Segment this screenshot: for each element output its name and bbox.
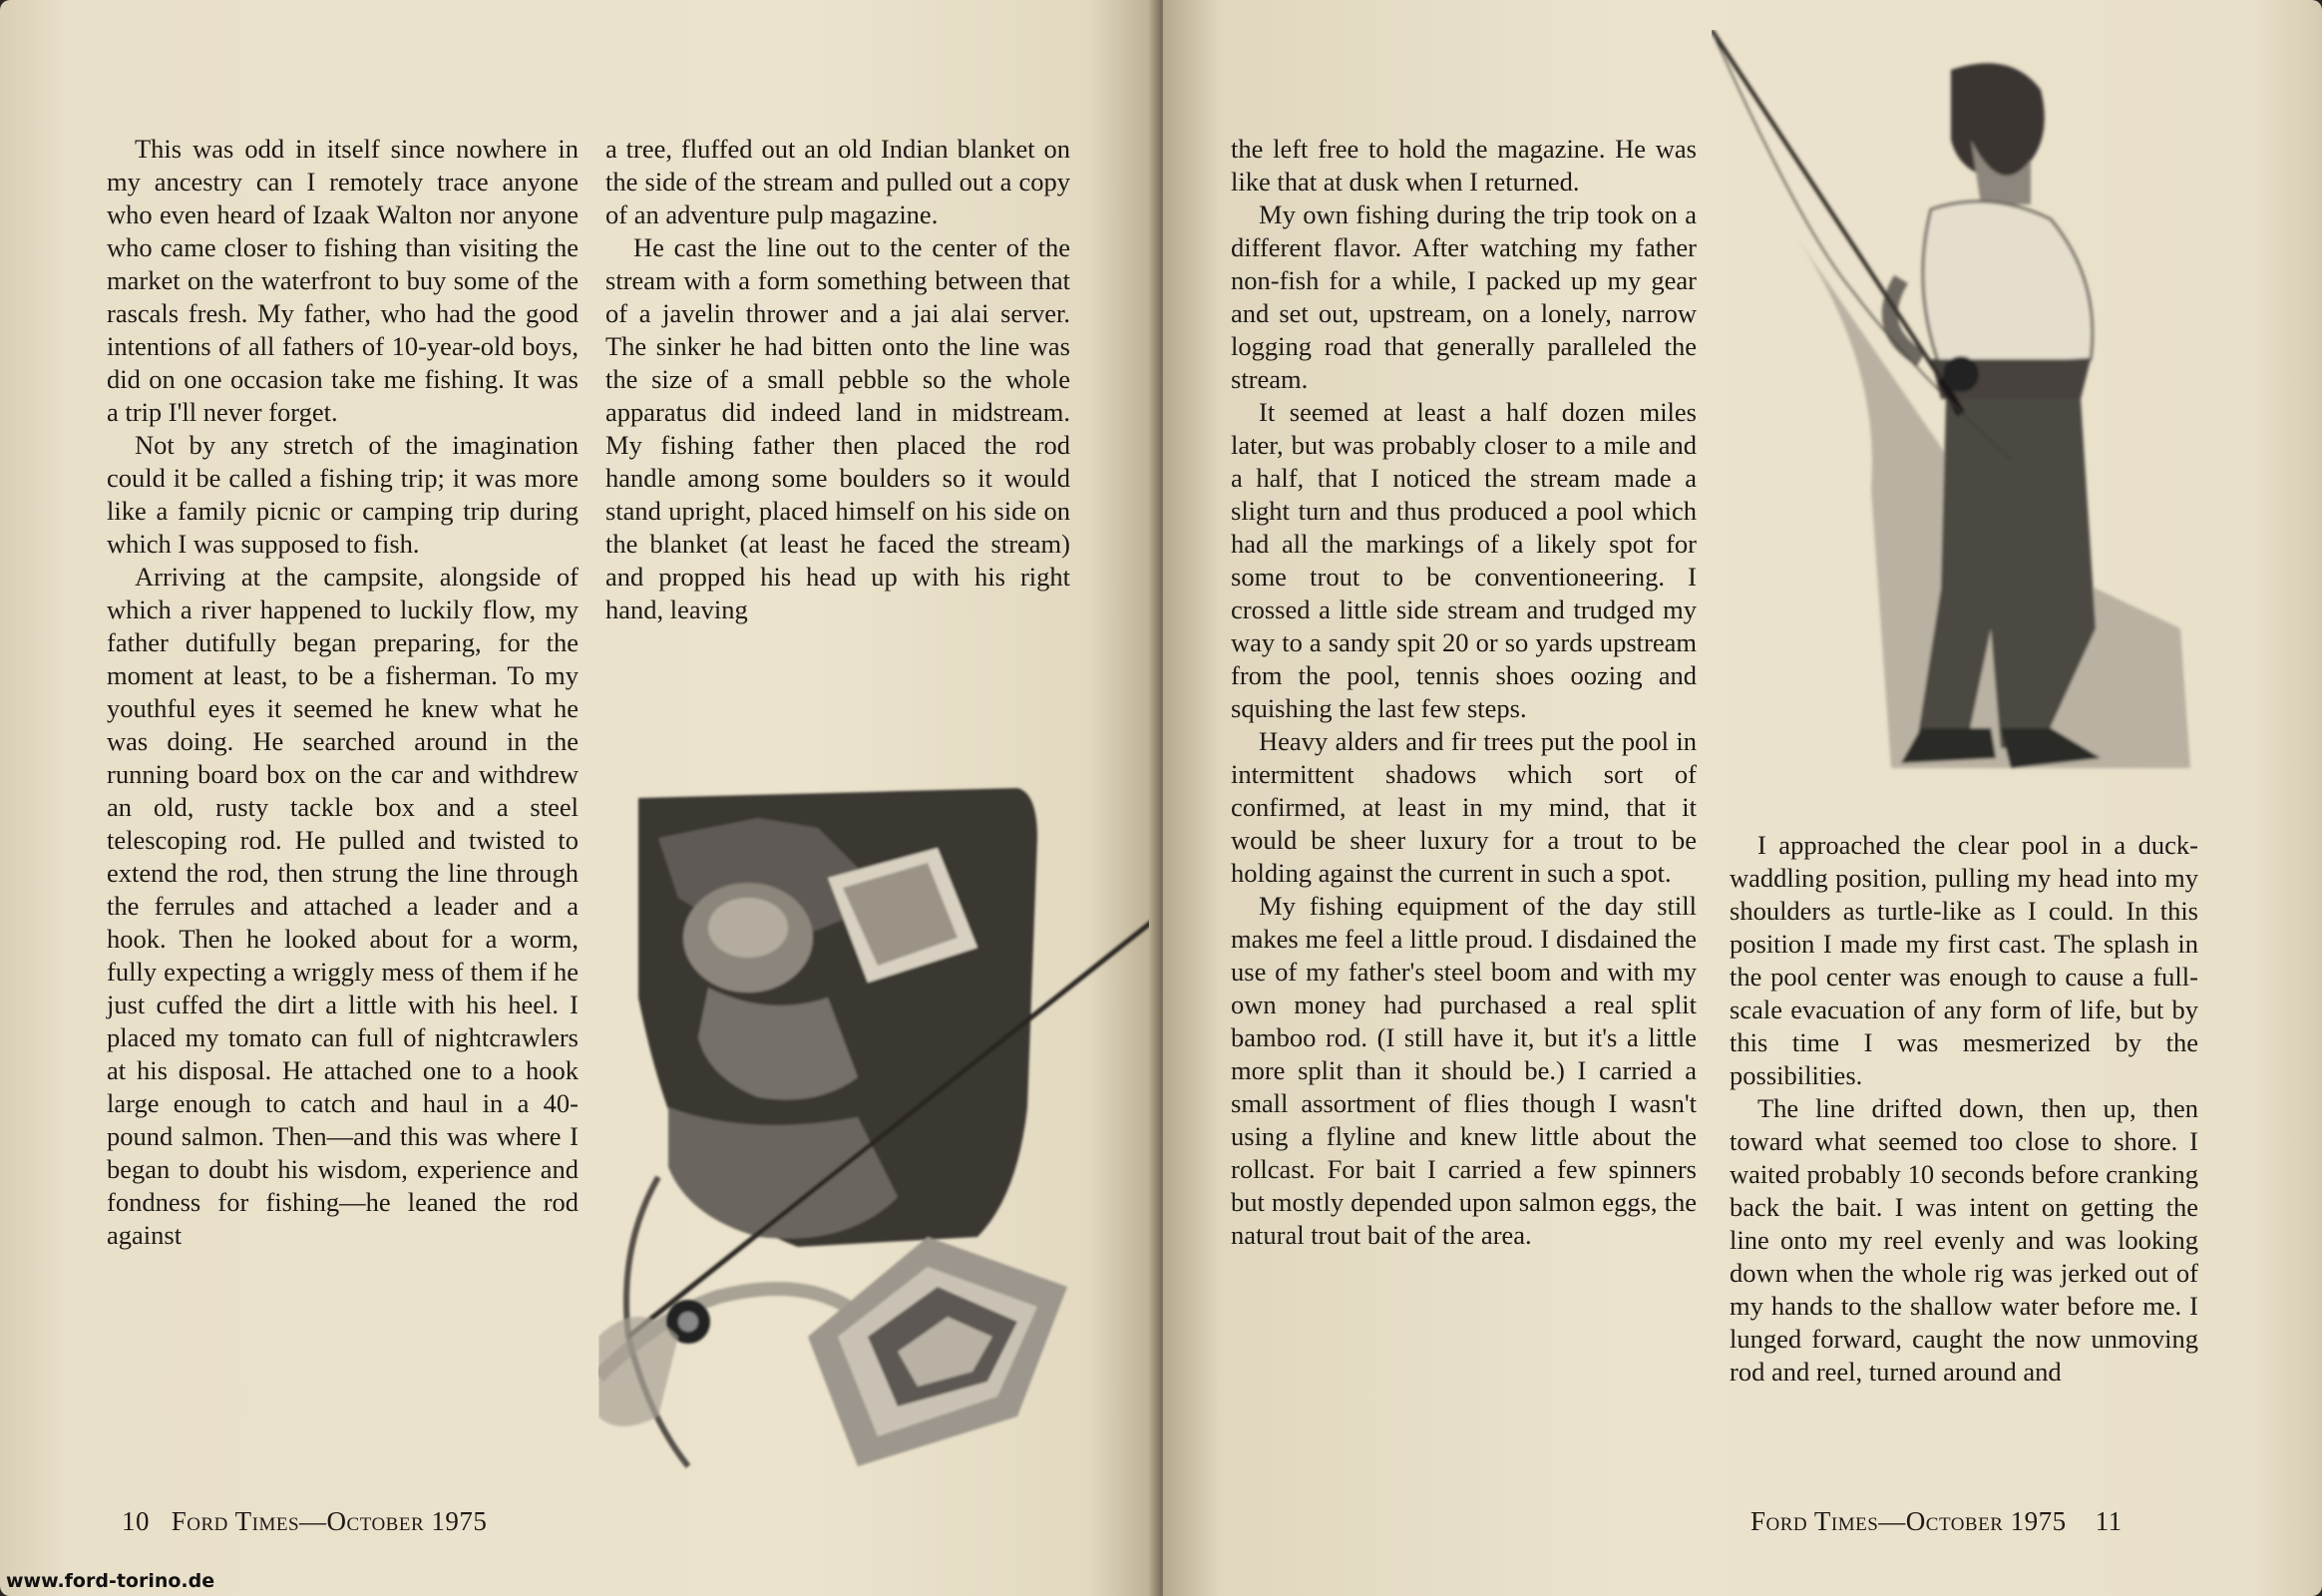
- right-folio: [1750, 1506, 2123, 1537]
- left-folio: [122, 1506, 487, 1537]
- right-column-1: [1231, 133, 1697, 1252]
- boy-fishing-illustration: [1712, 30, 2310, 818]
- paragraph: Heavy alders and fir trees put the pool in intermittent shadows which sort of confirmed, at least in my mind, that it would be sheer luxury for a trout to be holding against the current in such a spot.: [1231, 726, 1697, 888]
- right-column-2: [1730, 829, 2198, 1389]
- left-column-1: [107, 133, 579, 1252]
- right-page-number: 11: [2095, 1506, 2123, 1536]
- paragraph: My fishing equipment of the day still makes me feel a little proud. I disdained the use of my father's steel boom and with my own money had purchased a real split bamboo rod. (I still have it, but it's a little more split than it should be.) I carried a small assortment of flies though I wasn't using a flyline and knew little about the rollcast. For bait I carried a few spinners but mostly depended upon salmon eggs, the natural trout bait of the area.: [1231, 891, 1697, 1250]
- paragraph: the left free to hold the magazine. He was like that at dusk when I returned.: [1231, 134, 1697, 197]
- paragraph: He cast the line out to the center of the stream with a form something between that of a javelin thrower and a jai alai server. The sinker he had bitten onto the line was the size of a small pebble so the whole apparatus did indeed land in midstream. My fishing father then placed the rod handle among some boulders so it would stand upright, placed himself on his side on the blanket (at least he faced the stream) and propped his head up with his right hand, leaving: [605, 232, 1070, 624]
- paragraph: The line drifted down, then up, then toward what seemed too close to shore. I waited probably 10 seconds before cranking back the bait. I was intent on getting the line onto my reel evenly and was looking down when the whole rig was jerked out of my hands to the shallow water before me. I lunged forward, caught the now unmoving rod and reel, turned around and: [1730, 1093, 2198, 1387]
- left-folio-title: Ford Times—October 1975: [171, 1506, 488, 1536]
- right-page: [1163, 0, 2322, 1596]
- paragraph: Not by any stretch of the imagination could it be called a fishing trip; it was more like a family picnic or camping trip during which I was supposed to fish.: [107, 430, 579, 559]
- paragraph: It seemed at least a half dozen miles later, but was probably closer to a mile and a half, that I noticed the stream made a slight turn and thus produced a pool which had all the markings of a likely spot for some trout to be conventioneering. I crossed a little side stream and trudged my way to a sandy spit 20 or so yards upstream from the pool, tennis shoes oozing and squishing the last few steps.: [1231, 397, 1697, 723]
- paragraph: My own fishing during the trip took on a different flavor. After watching my father non-fish for a while, I packed up my gear and set out, upstream, on a lonely, narrow logging road that generally paralleled the stream.: [1231, 200, 1697, 394]
- paragraph: This was odd in itself since nowhere in my ancestry can I remotely trace anyone who even heard of Izaak Walton nor anyone who came closer to fishing than visiting the market on the waterfront to buy some of the rascals fresh. My father, who had the good intentions of all fathers of 10-year-old boys, did on one occasion take me fishing. It was a trip I'll never forget.: [107, 134, 579, 427]
- man-reading-illustration: [598, 778, 1157, 1476]
- right-folio-title: Ford Times—October 1975: [1750, 1506, 2067, 1536]
- left-column-2: [605, 133, 1070, 626]
- left-page: [0, 0, 1157, 1596]
- paragraph: a tree, fluffed out an old Indian blanket on the side of the stream and pulled out a copy of an adventure pulp magazine.: [605, 134, 1070, 229]
- site-watermark: www.ford-torino.de: [6, 1570, 215, 1592]
- paragraph: Arriving at the campsite, alongside of which a river happened to luckily flow, my father dutifully began preparing, for the moment at least, to be a fisherman. To my youthful eyes it seemed he knew what he was doing. He searched around in the running board box on the car and withdrew an old, rusty tackle box and a steel telescoping rod. He pulled and twisted to extend the rod, then strung the line through the ferrules and attached a leader and a hook. Then he looked about for a worm, fully expecting a wriggly mess of them if he just cuffed the dirt a little with his heel. I placed my tomato can full of nightcrawlers at his disposal. He attached one to a hook large enough to catch and haul in a 40-pound salmon. Then—and this was where I began to doubt his wisdom, experience and fondness for fishing—he leaned the rod against: [107, 562, 579, 1250]
- paragraph: I approached the clear pool in a duck-waddling position, pulling my head into my shoulders as turtle-like as I could. In this position I made my first cast. The splash in the pool center was enough to cause a full-scale evacuation of any form of life, but by this time I was mesmerized by the possibilities.: [1730, 830, 2198, 1090]
- left-page-number: 10: [122, 1506, 150, 1536]
